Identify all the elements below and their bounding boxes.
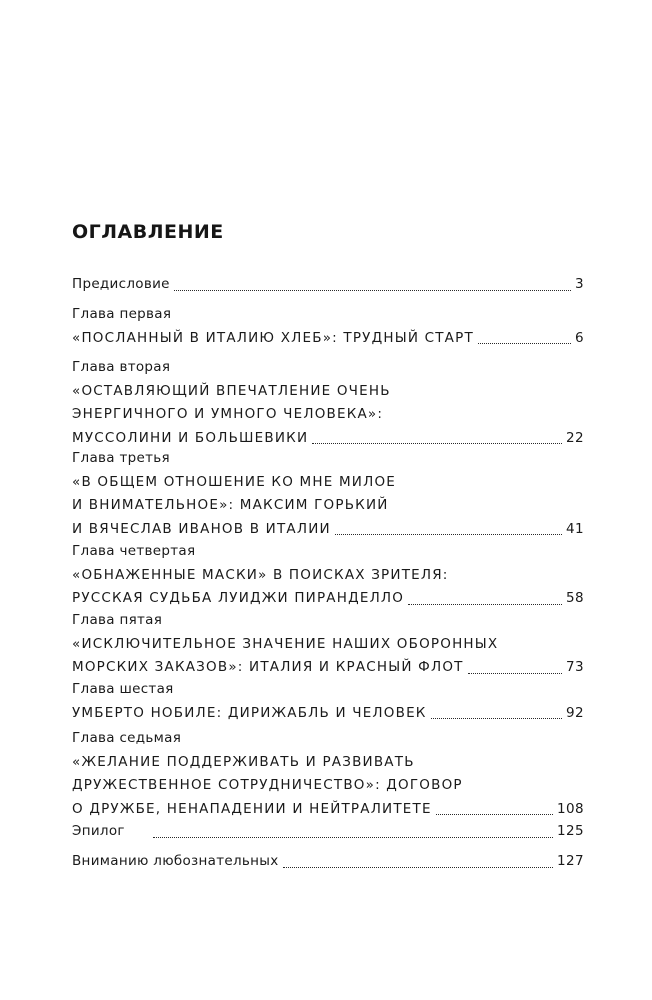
toc-line bbox=[72, 656, 584, 680]
toc-line-text: Глава первая bbox=[72, 306, 172, 322]
toc-heading: ОГЛАВЛЕНИЕ bbox=[72, 221, 224, 243]
toc-line bbox=[72, 633, 584, 657]
toc-line-text: Эпилог bbox=[72, 823, 125, 839]
dot-leader bbox=[431, 717, 562, 719]
dot-leader bbox=[153, 836, 553, 838]
toc-entry-chapter-1 bbox=[72, 303, 584, 350]
toc-chapter-label bbox=[72, 356, 584, 380]
toc-chapter-label bbox=[72, 678, 584, 702]
toc-line-text: Глава третья bbox=[72, 450, 170, 466]
dot-leader bbox=[478, 342, 571, 344]
toc-page-number: 58 bbox=[566, 590, 584, 606]
toc-page-number: 73 bbox=[566, 659, 584, 675]
toc-entry-epilogue bbox=[72, 820, 584, 844]
toc-page-number: 108 bbox=[557, 800, 584, 817]
toc-line-text: «ИСКЛЮЧИТЕЛЬНОЕ ЗНАЧЕНИЕ НАШИХ ОБОРОННЫХ bbox=[72, 635, 499, 652]
toc-chapter-label bbox=[72, 540, 584, 564]
toc-line bbox=[72, 751, 584, 775]
toc-page-number: 6 bbox=[575, 329, 584, 346]
toc-line bbox=[72, 403, 584, 427]
toc-entry-chapter-3 bbox=[72, 447, 584, 541]
toc-line-text: И ВНИМАТЕЛЬНОЕ»: МАКСИМ ГОРЬКИЙ bbox=[72, 497, 389, 513]
toc-line-text: УМБЕРТО НОБИЛЕ: ДИРИЖАБЛЬ И ЧЕЛОВЕК bbox=[72, 704, 427, 721]
toc-line-text: МОРСКИХ ЗАКАЗОВ»: ИТАЛИЯ И КРАСНЫЙ ФЛОТ bbox=[72, 659, 464, 675]
toc-entry-appendix bbox=[72, 850, 584, 874]
toc-line bbox=[72, 564, 584, 588]
toc-line-text: Глава седьмая bbox=[72, 730, 182, 746]
toc-line-text: Глава вторая bbox=[72, 359, 171, 375]
toc-line bbox=[72, 273, 584, 297]
toc-line bbox=[72, 518, 584, 542]
toc-page-number: 41 bbox=[566, 520, 584, 537]
toc-entry-chapter-7 bbox=[72, 727, 584, 821]
toc-entry-chapter-4 bbox=[72, 540, 584, 611]
toc-entry-chapter-6 bbox=[72, 678, 584, 725]
toc-line-text: ЭНЕРГИЧНОГО И УМНОГО ЧЕЛОВЕКА»: bbox=[72, 406, 384, 422]
toc-line bbox=[72, 327, 584, 351]
dot-leader bbox=[335, 533, 562, 535]
toc-page-number: 125 bbox=[557, 823, 584, 839]
toc-line-text: ДРУЖЕСТВЕННОЕ СОТРУДНИЧЕСТВО»: ДОГОВОР bbox=[72, 777, 463, 793]
toc-line bbox=[72, 850, 584, 874]
toc-line bbox=[72, 494, 584, 518]
toc-line-text: О ДРУЖБЕ, НЕНАПАДЕНИИ И НЕЙТРАЛИТЕТЕ bbox=[72, 800, 432, 817]
toc-line-text: Вниманию любознательных bbox=[72, 853, 279, 869]
toc-line-text: Глава четвертая bbox=[72, 543, 196, 559]
toc-line-text: РУССКАЯ СУДЬБА ЛУИДЖИ ПИРАНДЕЛЛО bbox=[72, 590, 405, 606]
toc-line-text: Глава пятая bbox=[72, 612, 163, 628]
dot-leader bbox=[283, 866, 553, 868]
toc-line bbox=[72, 702, 584, 726]
dot-leader bbox=[436, 813, 553, 815]
toc-page-number: 22 bbox=[566, 429, 584, 446]
toc-page-number: 127 bbox=[557, 853, 584, 869]
dot-leader bbox=[408, 603, 562, 605]
toc-line-text: «ОСТАВЛЯЮЩИЙ ВПЕЧАТЛЕНИЕ ОЧЕНЬ bbox=[72, 382, 391, 399]
dot-leader bbox=[174, 289, 571, 291]
toc-chapter-label bbox=[72, 447, 584, 471]
dot-leader bbox=[312, 442, 562, 444]
toc-line bbox=[72, 587, 584, 611]
toc-line bbox=[72, 380, 584, 404]
toc-line-text: Глава шестая bbox=[72, 681, 174, 697]
toc-entry-chapter-2 bbox=[72, 356, 584, 450]
toc-line bbox=[72, 798, 584, 822]
toc-line-text: «В ОБЩЕМ ОТНОШЕНИЕ КО МНЕ МИЛОЕ bbox=[72, 473, 396, 490]
toc-line-text: «ОБНАЖЕННЫЕ МАСКИ» В ПОИСКАХ ЗРИТЕЛЯ: bbox=[72, 566, 449, 583]
toc-line-text: «ПОСЛАННЫЙ В ИТАЛИЮ ХЛЕБ»: ТРУДНЫЙ СТАРТ bbox=[72, 329, 474, 346]
toc-entry-chapter-5 bbox=[72, 609, 584, 680]
toc-page-number: 92 bbox=[566, 704, 584, 721]
toc-chapter-label bbox=[72, 609, 584, 633]
toc-line-text: И ВЯЧЕСЛАВ ИВАНОВ В ИТАЛИИ bbox=[72, 520, 331, 537]
toc-line-text: Предисловие bbox=[72, 276, 170, 292]
toc-line-text: «ЖЕЛАНИЕ ПОДДЕРЖИВАТЬ И РАЗВИВАТЬ bbox=[72, 753, 415, 770]
toc-entry-preface bbox=[72, 273, 584, 297]
toc-line bbox=[72, 820, 584, 844]
toc-line bbox=[72, 471, 584, 495]
toc-chapter-label bbox=[72, 303, 584, 327]
toc-page-number: 3 bbox=[575, 276, 584, 292]
toc-line bbox=[72, 774, 584, 798]
toc-chapter-label bbox=[72, 727, 584, 751]
toc-line-text: МУССОЛИНИ И БОЛЬШЕВИКИ bbox=[72, 429, 309, 446]
dot-leader bbox=[468, 672, 562, 674]
